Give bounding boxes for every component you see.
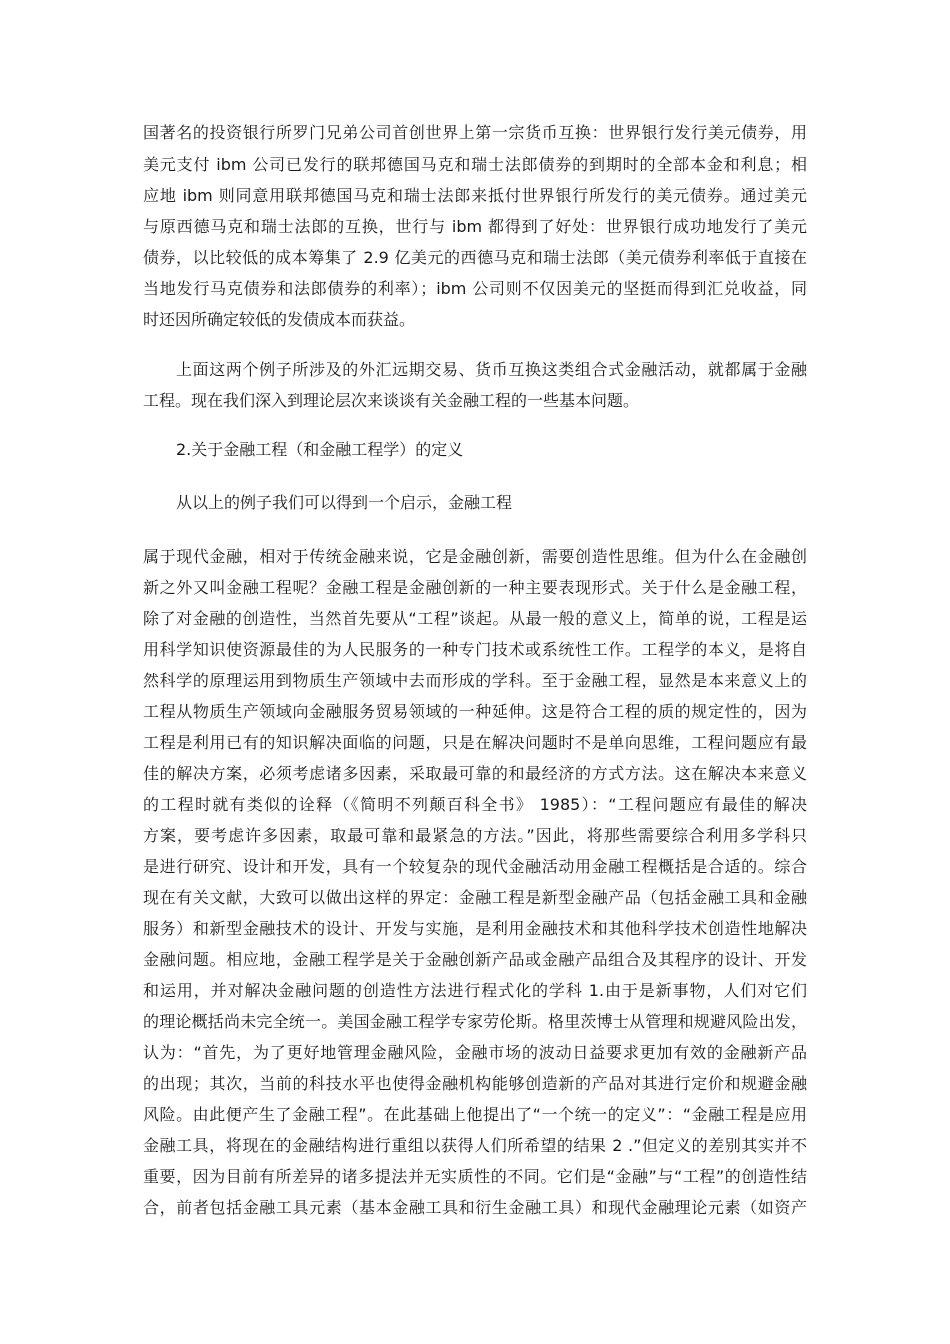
paragraph-4-line: 服务）和新型金融技术的设计、开发与实施，是利用金融技术和其他科学技术创造性地解决 — [143, 919, 807, 938]
paragraph-4-line: 合，前者包括金融工具元素（基本金融工具和衍生金融工具）和现代金融理论元素（如资产 — [143, 1198, 807, 1217]
paragraph-4-line: 重要，因为目前有所差异的诸多提法并无实质性的不同。它们是“金融”与“工程”的创造性结 — [143, 1167, 807, 1186]
paragraph-2-line: 上面这两个例子所涉及的外汇远期交易、货币互换这类组合式金融活动，就都属于金融 — [176, 360, 807, 379]
paragraph-1-line: 国著名的投资银行所罗门兄弟公司首创世界上第一宗货币互换：世界银行发行美元债券，用 — [143, 123, 807, 142]
paragraph-4-line: 工程是利用已有的知识解决面临的问题，只是在解决问题时不是单向思维，工程问题应有最 — [143, 733, 807, 752]
paragraph-4-line: 工程从物质生产领域向金融服务贸易领域的一种延伸。这是符合工程的质的规定性的，因为 — [143, 702, 807, 721]
paragraph-1-line: 时还因所确定较低的发债成本而获益。 — [143, 310, 416, 329]
paragraph-4-line: 认为：“首先，为了更好地管理金融风险，金融市场的波动日益要求更加有效的金融新产品 — [143, 1043, 807, 1062]
paragraph-1-line: 当地发行马克债券和法郎债券的利率）；ibm 公司则不仅因美元的坚挺而得到汇兑收益，同 — [143, 279, 807, 298]
paragraph-4-line: 佳的解决方案，必须考虑诸多因素，采取最可靠的和最经济的方式方法。这在解决本来意义 — [143, 764, 807, 783]
paragraph-4-line: 用科学知识使资源最佳的为人民服务的一种专门技术或系统性工作。工程学的本义，是将自 — [143, 640, 807, 659]
paragraph-1-line: 债券，以比较低的成本筹集了 2.9 亿美元的西德马克和瑞士法郎（美元债券利率低于直接在 — [143, 248, 807, 267]
paragraph-4-line: 的出现；其次，当前的科技水平也使得金融机构能够创造新的产品对其进行定价和规避金融 — [143, 1074, 807, 1093]
paragraph-1-line: 与原西德马克和瑞士法郎的互换，世行与 ibm 都得到了好处：世界银行成功地发行了美元 — [143, 217, 807, 236]
paragraph-1-line: 美元支付 ibm 公司已发行的联邦德国马克和瑞士法郎债券的到期时的全部本金和利息；相 — [143, 155, 807, 174]
paragraph-4-line: 现在有关文献，大致可以做出这样的界定：金融工程是新型金融产品（包括金融工具和金融 — [143, 888, 807, 907]
paragraph-4-line: 风险。由此便产生了金融工程”。在此基础上他提出了“一个统一的定义”：“金融工程是应用 — [143, 1105, 807, 1124]
paragraph-2-line: 工程。现在我们深入到理论层次来谈谈有关金融工程的一些基本问题。 — [143, 391, 640, 410]
paragraph-4-line: 属于现代金融，相对于传统金融来说，它是金融创新，需要创造性思维。但为什么在金融创 — [143, 547, 807, 566]
paragraph-4-line: 金融工具，将现在的金融结构进行重组以获得人们所希望的结果 2 .”但定义的差别其实并不 — [143, 1136, 807, 1155]
paragraph-4-line: 新之外又叫金融工程呢？金融工程是金融创新的一种主要表现形式。关于什么是金融工程， — [143, 578, 807, 597]
paragraph-4-line: 和运用，并对解决金融问题的创造性方法进行程式化的学科 1.由于是新事物，人们对它们 — [143, 981, 807, 1000]
paragraph-4-line: 然科学的原理运用到物质生产领域中去而形成的学科。至于金融工程，显然是本来意义上的 — [143, 671, 807, 690]
paragraph-3-line: 从以上的例子我们可以得到一个启示，金融工程 — [176, 493, 513, 512]
paragraph-4-line: 方案，要考虑许多因素，取最可靠和最紧急的方法。”因此，将那些需要综合利用多学科只 — [143, 826, 807, 845]
paragraph-4-line: 的理论概括尚未完全统一。美国金融工程学专家劳伦斯。格里茨博士从管理和规避风险出发， — [143, 1012, 807, 1031]
paragraph-4-line: 金融问题。相应地，金融工程学是关于金融创新产品或金融产品组合及其程序的设计、开发 — [143, 950, 807, 969]
paragraph-1-line: 应地 ibm 则同意用联邦德国马克和瑞士法郎来抵付世界银行所发行的美元债券。通过美元 — [143, 186, 807, 205]
paragraph-4-line: 除了对金融的创造性，当然首先要从“工程”谈起。从最一般的意义上，简单的说，工程是运 — [143, 609, 807, 628]
section-heading: 2.关于金融工程（和金融工程学）的定义 — [176, 440, 464, 459]
paragraph-4-line: 是进行研究、设计和开发，具有一个较复杂的现代金融活动用金融工程概括是合适的。综合 — [143, 857, 807, 876]
paragraph-4-line: 的工程时就有类似的诠释（《简明不列颠百科全书》 1985）：“工程问题应有最佳的解决 — [143, 795, 807, 814]
